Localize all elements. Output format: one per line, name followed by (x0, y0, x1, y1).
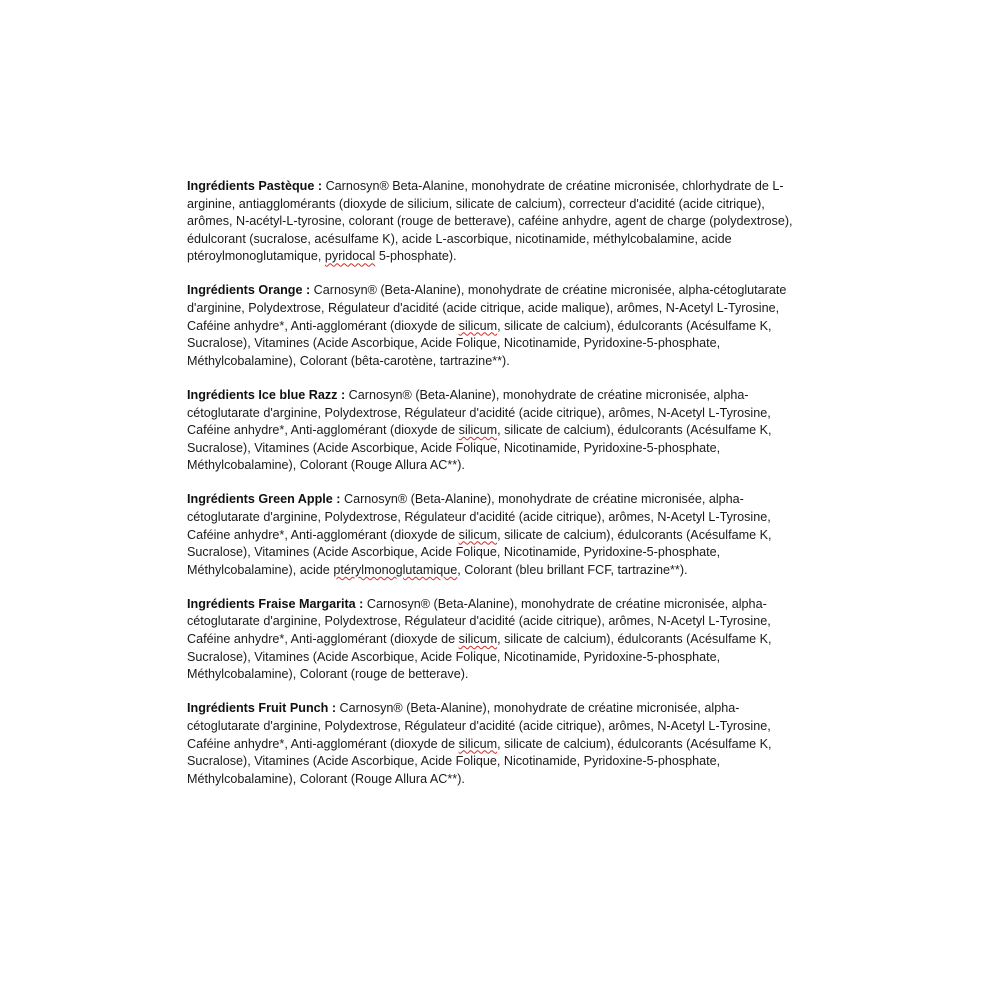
paragraph-text: Carnosyn® (Beta-Alanine), monohydrate de créatine micronisée, alpha-cétoglutarate d'arginine, Polydextrose, Régulateur d'acidité (acide citrique), arômes, N-Acetyl L-Tyrosine, Caféine anhydre*, Anti-agglomérant (dioxyde de (187, 387, 771, 438)
paragraph-text: , silicate de calcium), édulcorants (Acésulfame K, Sucralose), Vitamines (Acide Ascorbique, Acide Folique, Nicotinamide, Pyridoxine-5-phosphate, Méthylcobalamine), Colorant (Rouge Allura AC**). (187, 736, 772, 786)
paragraph-text: Carnosyn® Beta-Alanine, monohydrate de créatine micronisée, chlorhydrate de L-arginine, antiagglomérants (dioxyde de silicium, silicate de calcium), correcteur d'acidité (acide citrique), arômes, N-acétyl-L-tyrosine, colorant (rouge de betterave), caféine anhydre, agent de charge (polydextrose), édulcorant (sucralose, acésulfame K), acide L-ascorbique, nicotinamide, méthylcobalamine, acide ptéroylmonoglutamique, (187, 179, 793, 264)
misspelled-word[interactable]: silicum (458, 318, 498, 333)
ingredients-paragraph-pasteque (187, 178, 797, 266)
paragraph-text: Carnosyn® (Beta-Alanine), monohydrate de créatine micronisée, alpha-cétoglutarate d'arginine, Polydextrose, Régulateur d'acidité (acide citrique), arômes, N-Acetyl L-Tyrosine, Caféine anhydre*, Anti-agglomérant (dioxyde de (187, 596, 771, 647)
paragraph-title: Ingrédients Pastèque : (187, 179, 323, 193)
ingredients-paragraph-fraise-margarita (187, 596, 797, 684)
misspelled-word[interactable]: silicum (458, 527, 498, 542)
paragraph-text: , silicate de calcium), édulcorants (Acésulfame K, Sucralose), Vitamines (Acide Ascorbique, Acide Folique, Nicotinamide, Pyridoxine-5-phosphate, Méthylcobalamine), Colorant (Rouge Allura AC**). (187, 423, 772, 473)
misspelled-word[interactable]: silicum (458, 632, 498, 647)
ingredients-paragraph-fruit-punch (187, 700, 797, 788)
paragraph-text: , Colorant (bleu brillant FCF, tartrazine**). (457, 562, 688, 577)
paragraph-text: , silicate de calcium), édulcorants (Acésulfame K, Sucralose), Vitamines (Acide Ascorbique, Acide Folique, Nicotinamide, Pyridoxine-5-phosphate, Méthylcobalamine), Colorant (bêta-carotène, tartrazine**). (187, 318, 772, 368)
paragraph-text: 5-phosphate). (375, 249, 457, 264)
misspelled-word[interactable]: silicum (458, 736, 498, 751)
document-body[interactable] (187, 178, 797, 805)
misspelled-word[interactable]: silicum (458, 423, 498, 438)
paragraph-title: Ingrédients Ice blue Razz : (187, 387, 346, 402)
paragraph-title: Ingrédients Fruit Punch : (187, 701, 337, 716)
ingredients-paragraph-ice-blue-razz (187, 387, 797, 475)
misspelled-word[interactable]: pyridocal (324, 249, 376, 264)
paragraph-text: Carnosyn® (Beta-Alanine), monohydrate de créatine micronisée, alpha-cétoglutarate d'arginine, Polydextrose, Régulateur d'acidité (acide citrique), arômes, N-Acetyl L-Tyrosine, Caféine anhydre*, Anti-agglomérant (dioxyde de (187, 701, 771, 751)
ingredients-paragraph-green-apple (187, 491, 797, 579)
paragraph-title: Ingrédients Green Apple : (187, 492, 341, 507)
paragraph-text: , silicate de calcium), édulcorants (Acésulfame K, Sucralose), Vitamines (Acide Ascorbique, Acide Folique, Nicotinamide, Pyridoxine-5-phosphate, Méthylcobalamine), acide (187, 527, 772, 577)
paragraph-title: Ingrédients Orange : (187, 283, 311, 298)
paragraph-text: Carnosyn® (Beta-Alanine), monohydrate de créatine micronisée, alpha-cétoglutarate d'arginine, Polydextrose, Régulateur d'acidité (acide citrique, acide malique), arômes, N-Acetyl L-Tyrosine, Caféine anhydre*, Anti-agglomérant (dioxyde de (187, 283, 787, 333)
paragraph-title: Ingrédients Fraise Margarita : (187, 596, 364, 611)
paragraph-text: Carnosyn® (Beta-Alanine), monohydrate de créatine micronisée, alpha-cétoglutarate d'arginine, Polydextrose, Régulateur d'acidité (acide citrique), arômes, N-Acetyl L-Tyrosine, Caféine anhydre*, Anti-agglomérant (dioxyde de (187, 492, 771, 542)
ingredients-paragraph-orange (187, 282, 797, 370)
paragraph-text: , silicate de calcium), édulcorants (Acésulfame K, Sucralose), Vitamines (Acide Ascorbique, Acide Folique, Nicotinamide, Pyridoxine-5-phosphate, Méthylcobalamine), Colorant (rouge de betterave). (187, 632, 772, 682)
misspelled-word[interactable]: ptérylmonoglutamique (333, 562, 458, 577)
